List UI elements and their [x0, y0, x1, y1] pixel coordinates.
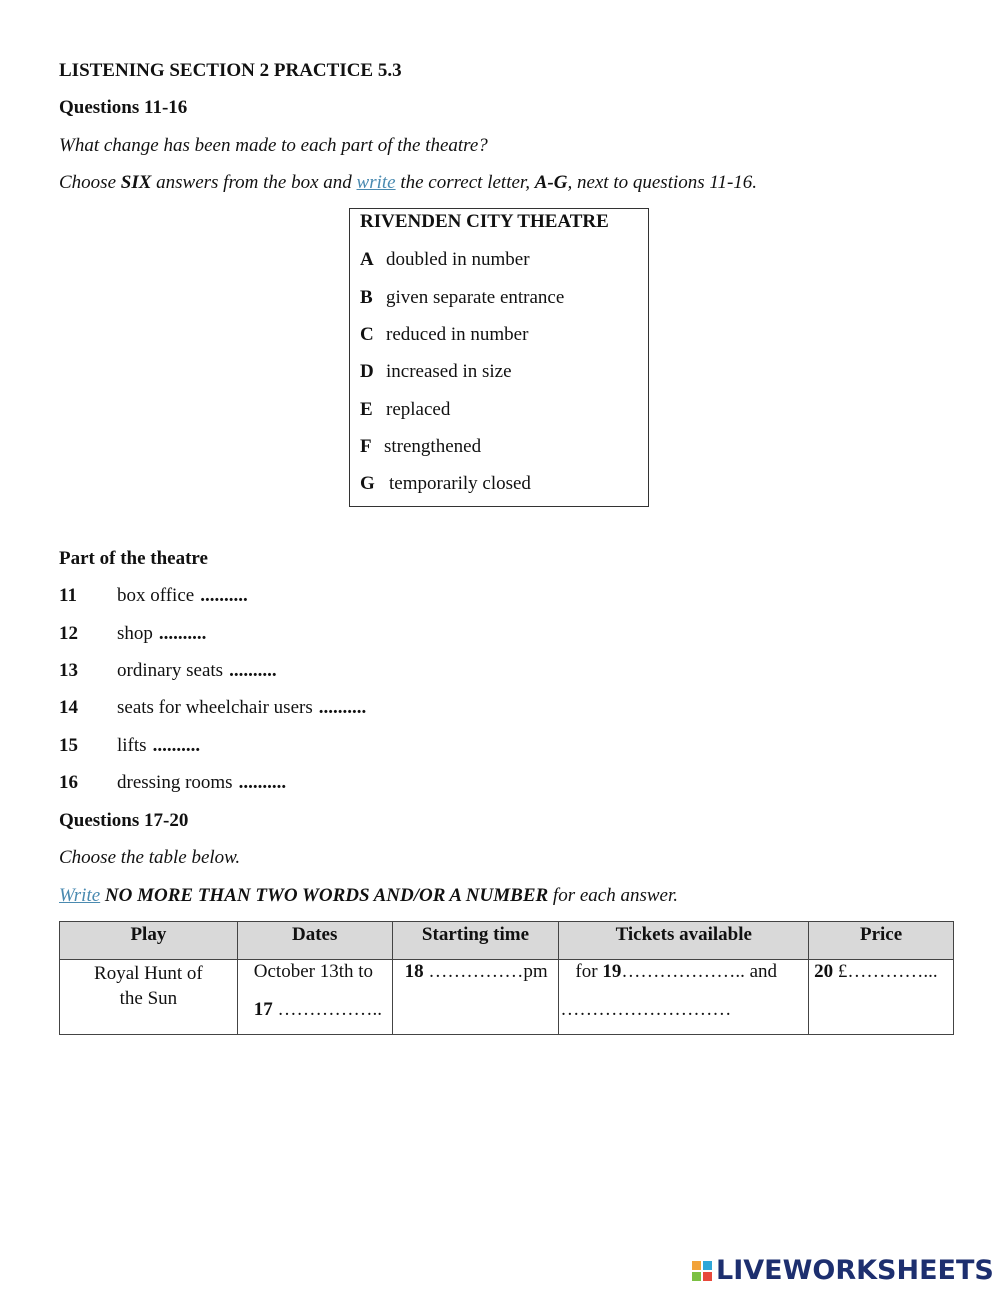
option-g: G temporarily closed	[360, 473, 531, 494]
cell-play: Royal Hunt of the Sun	[60, 960, 238, 1035]
logo-blocks-icon	[692, 1261, 712, 1281]
question-11: 11 box office ..........	[59, 585, 248, 606]
header-dates: Dates	[237, 922, 392, 960]
cell-tickets: for 19……………….. and ………………………	[559, 960, 809, 1035]
table-header-row	[60, 922, 954, 960]
section2-instruction-2: Write NO MORE THAN TWO WORDS AND/OR A NUMBER for each answer.	[59, 885, 678, 906]
answer-blank-11[interactable]: ..........	[200, 585, 248, 606]
header-play: Play	[60, 922, 238, 960]
question-15: 15 lifts ..........	[59, 735, 201, 756]
question-16: 16 dressing rooms ..........	[59, 772, 287, 793]
section1-instructions: Choose SIX answers from the box and write the correct letter, A-G, next to questions 11-16.	[59, 172, 758, 193]
answer-blank-14[interactable]: ..........	[318, 697, 367, 718]
answer-blank-19[interactable]: for 19……………….. and	[575, 961, 777, 982]
option-c: C reduced in number	[360, 324, 529, 345]
option-e: E replaced	[360, 399, 451, 420]
answer-blank-17[interactable]: 17 ……………..	[253, 999, 383, 1020]
cell-dates: October 13th to 17 ……………..	[237, 960, 392, 1035]
section2-title: Questions 17-20	[59, 810, 189, 831]
worksheet-heading: LISTENING SECTION 2 PRACTICE 5.3	[59, 60, 402, 81]
option-d: D increased in size	[360, 361, 512, 382]
answer-blank-18[interactable]: 18 ……………pm	[404, 961, 548, 982]
section1-title: Questions 11-16	[59, 97, 188, 118]
question-14: 14 seats for wheelchair users ..........	[59, 697, 367, 718]
section2-instruction-1: Choose the table below.	[59, 847, 241, 868]
section1-question: What change has been made to each part of the theatre?	[59, 135, 488, 156]
answer-blank-13[interactable]: ..........	[229, 660, 277, 681]
options-box-title: RIVENDEN CITY THEATRE	[360, 211, 609, 232]
header-price: Price	[809, 922, 954, 960]
write-link-2[interactable]: Write	[59, 885, 101, 906]
table-row	[60, 960, 954, 1035]
header-starting-time: Starting time	[392, 922, 559, 960]
option-b: B given separate entrance	[360, 287, 565, 308]
parts-title: Part of the theatre	[59, 548, 208, 569]
answer-blank-20[interactable]: 20 £…………...	[814, 961, 938, 982]
answer-blank-15[interactable]: ..........	[152, 735, 201, 756]
answer-blank-12[interactable]: ..........	[158, 623, 207, 644]
logo-text: LIVEWORKSHEETS	[716, 1255, 994, 1286]
question-12: 12 shop ..........	[59, 623, 207, 644]
question-13: 13 ordinary seats ..........	[59, 660, 277, 681]
options-box	[349, 208, 649, 507]
cell-starting-time	[392, 960, 559, 1035]
cell-price	[809, 960, 954, 1035]
liveworksheets-logo	[692, 1255, 994, 1286]
write-link[interactable]: write	[356, 172, 396, 193]
tickets-table	[59, 921, 954, 1035]
answer-blank-16[interactable]: ..........	[238, 772, 287, 793]
option-f: F strengthened	[360, 436, 482, 457]
option-a: A doubled in number	[360, 249, 530, 270]
header-tickets-available: Tickets available	[559, 922, 809, 960]
